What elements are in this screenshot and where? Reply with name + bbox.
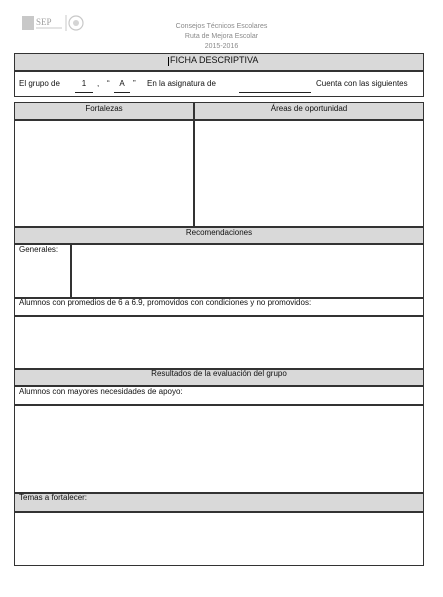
header-year: 2015-2016 [204,43,239,50]
opportunities-area[interactable] [194,120,424,227]
general-label: Generales: [19,245,59,254]
section-field[interactable]: A [114,79,130,93]
form-title: FICHA DESCRIPTIVA [170,55,259,65]
low-grades-label: Alumnos con promedios de 6 a 6.9, promovidos con condiciones y no promovidos: [19,298,312,307]
group-end-label: Cuenta con las siguientes [316,79,408,88]
opportunities-label: Áreas de oportunidad [270,104,348,113]
support-label: Alumnos con mayores necesidades de apoyo: [19,387,183,396]
sep-logo-text: SEP [36,17,52,27]
results-title: Resultados de la evaluación del grupo [151,369,287,378]
group-comma: , [97,79,100,88]
strengths-label: Fortalezas [85,104,123,113]
topics-area[interactable] [14,512,424,566]
support-area[interactable] [14,405,424,493]
strengths-area[interactable] [14,120,194,227]
header-council: Consejos Técnicos Escolares [175,23,268,30]
subject-label: En la asignatura de [147,79,216,88]
general-area[interactable] [71,244,424,298]
header-route: Ruta de Mejora Escolar [184,33,259,40]
recommendations-title: Recomendaciones [185,228,253,237]
text-cursor [168,57,169,66]
subject-field[interactable] [239,79,311,93]
group-label: El grupo de [19,79,60,88]
grade-field[interactable]: 1 [75,79,93,93]
quote-close: ” [133,79,136,88]
low-grades-area[interactable] [14,316,424,369]
quote-open: “ [107,79,110,88]
topics-label: Temas a fortalecer: [19,493,88,502]
